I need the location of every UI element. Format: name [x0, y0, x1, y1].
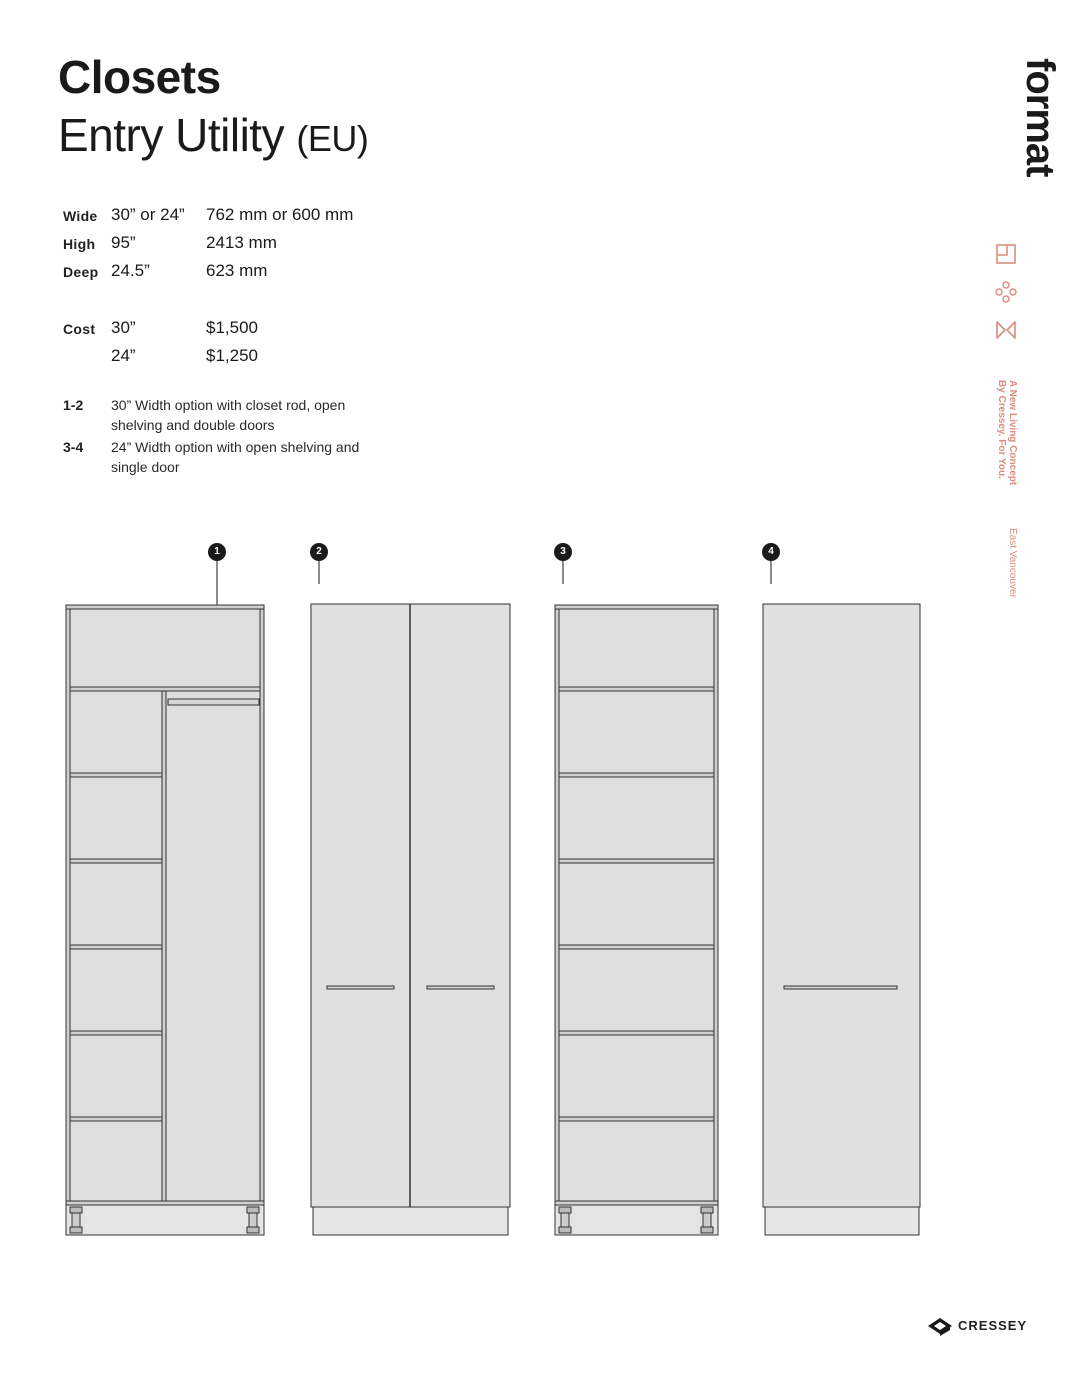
page-subtitle	[58, 110, 368, 161]
callout-3: 3	[554, 543, 572, 561]
cost-inches-24: 24”	[111, 346, 136, 365]
shelf	[559, 1031, 714, 1035]
closet-4-single-door	[763, 604, 920, 1235]
spec-mm-high: 2413 mm	[206, 233, 277, 252]
shelf	[70, 687, 260, 691]
shelf	[70, 773, 162, 777]
shelf	[70, 945, 162, 949]
circles-icon	[995, 281, 1017, 303]
page-title: Closets	[58, 51, 221, 103]
tagline-line-2: By Cressey. For You.	[996, 380, 1007, 479]
shelf	[70, 1031, 162, 1035]
spec-inches-high: 95”	[111, 233, 136, 252]
shelf	[559, 1117, 714, 1121]
closet-1-open-30	[66, 605, 264, 1235]
note-text: 30” Width option with closet rod, open shelving and double doors	[111, 397, 346, 433]
spec-inches-deep: 24.5”	[111, 261, 150, 280]
closet-rod	[168, 699, 259, 705]
shelf	[559, 859, 714, 863]
base	[555, 1205, 718, 1235]
callout-4: 4	[762, 543, 780, 561]
cost-price-24: $1,250	[206, 346, 258, 365]
bowtie-icon	[995, 319, 1017, 341]
spec-label-deep: Deep	[63, 264, 99, 280]
shelf	[559, 773, 714, 777]
door-handle	[427, 986, 494, 989]
spec-mm-wide: 762 mm or 600 mm	[206, 205, 354, 224]
floorplan-icon	[995, 243, 1017, 265]
tagline-line-1: A New Living Concept	[1007, 380, 1018, 486]
divider	[162, 691, 166, 1205]
base	[313, 1207, 508, 1235]
cressey-logo-icon	[926, 1314, 954, 1338]
closet-elevations	[0, 540, 1080, 1260]
note-number: 3-4	[63, 439, 84, 455]
base	[66, 1205, 264, 1235]
cost-label: Cost	[63, 321, 96, 337]
callout-2: 2	[310, 543, 328, 561]
cressey-logo-text: CRESSEY	[958, 1318, 1028, 1333]
shelf	[559, 945, 714, 949]
spec-label-wide: Wide	[63, 208, 98, 224]
cost-inches-30: 30”	[111, 318, 136, 337]
callout-1: 1	[208, 543, 226, 561]
closet-2-double-door	[311, 604, 510, 1235]
shelf	[70, 859, 162, 863]
shelf	[70, 1117, 162, 1121]
brand-location: East Vancouver	[1007, 528, 1018, 598]
brand-name: format	[1018, 58, 1062, 177]
brand-wordmark	[1020, 58, 1060, 188]
shelf	[559, 687, 714, 691]
closet-3-open-24	[555, 605, 718, 1235]
door-handle	[327, 986, 394, 989]
spec-inches-wide: 30” or 24”	[111, 205, 185, 224]
subtitle-code: (EU)	[296, 118, 369, 159]
cost-price-30: $1,500	[206, 318, 258, 337]
brand-tagline	[996, 380, 1018, 485]
spec-mm-deep: 623 mm	[206, 261, 268, 280]
door-handle	[784, 986, 897, 989]
note-number: 1-2	[63, 397, 84, 413]
subtitle-text: Entry Utility	[58, 109, 285, 161]
spec-label-high: High	[63, 236, 96, 252]
note-text: 24” Width option with open shelving and single door	[111, 439, 360, 475]
base	[765, 1207, 919, 1235]
